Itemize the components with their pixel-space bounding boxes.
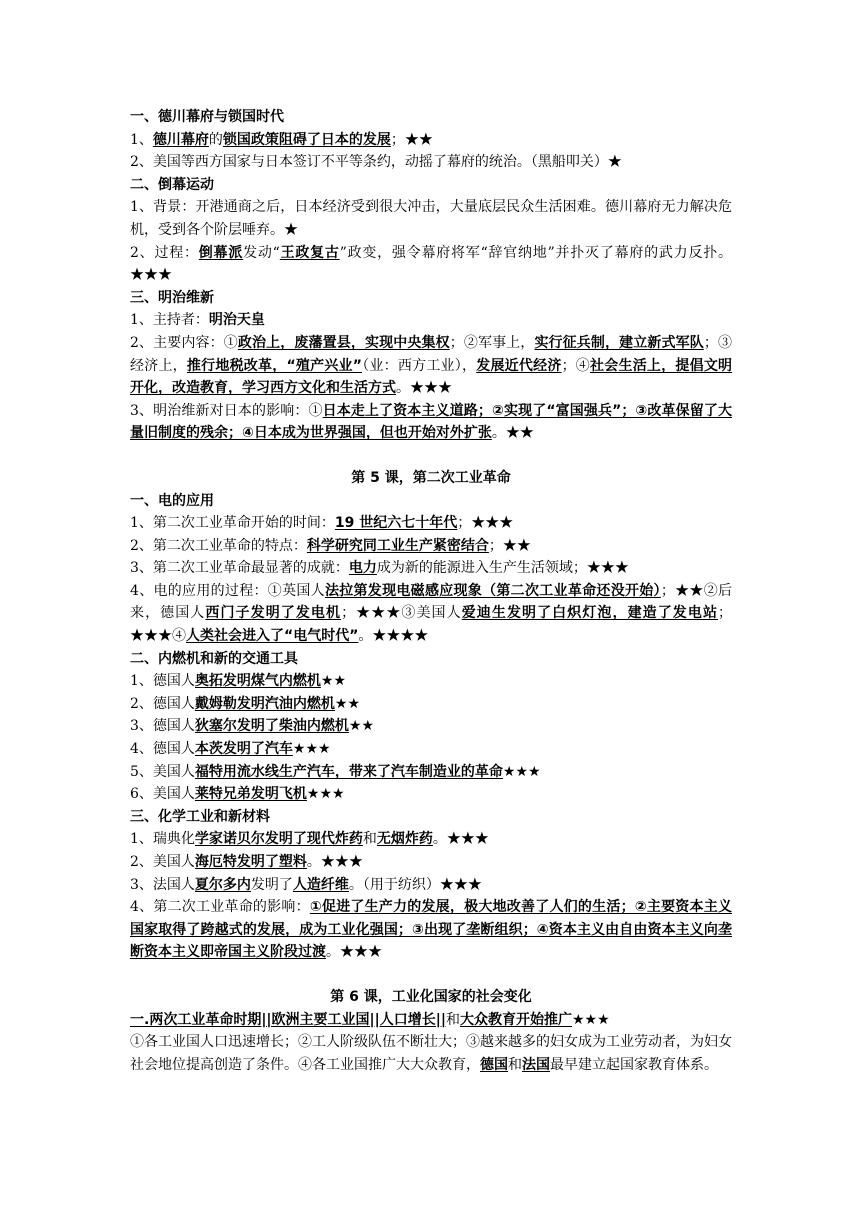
list-item [130, 828, 732, 851]
list-item [130, 309, 732, 332]
text-run: 。★★★★ [358, 628, 429, 645]
key-term: 王政复古 [279, 244, 340, 261]
section-heading: 三、化学工业和新材料 [130, 808, 270, 825]
key-term: 本茨发明了汽车 [194, 741, 293, 758]
key-term: 社会生活上，提倡文明开化，改造教育，学习西方文化和生活方式 [130, 357, 733, 397]
key-term: 人造纤维 [292, 876, 349, 893]
text-run: 4、第二次工业革命的影响： [130, 899, 310, 916]
text-run: ；②军事上， [449, 334, 535, 351]
key-term: 戴姆勒发明汽油内燃机 [194, 695, 335, 712]
list-item [130, 535, 732, 558]
key-term: 法拉第发现电磁感应现象（第二次工业革命还没开始） [324, 582, 661, 599]
text-run: 1、第二次工业革命开始的时间： [130, 515, 335, 532]
text-run: 4、电的应用的过程：①英国人 [130, 582, 325, 599]
text-run: ①各工业国人口迅速增长；②工人阶级队伍不断壮大；③越来越多的妇女成为工业劳动者，为妇女社会地位提高创造了条件。④各工业国推广大大众教育， [130, 1034, 732, 1073]
text-run: 和 [362, 831, 377, 848]
text-run: ★★★ [572, 1011, 610, 1028]
text-run: ★★ [334, 695, 361, 712]
key-term: 推行地税改革，“殖产兴业” [186, 357, 362, 374]
text-run: 。★★★ [432, 831, 489, 848]
text-run: ★★★ [292, 741, 331, 758]
text-run: 3、明治维新对日本的影响：① [130, 402, 323, 419]
text-run: 。★★ [491, 425, 534, 442]
text-run: 2、美国人 [130, 854, 195, 870]
key-term: 科学研究同工业生产紧密结合 [306, 537, 489, 554]
list-item: 2、美国等西方国家与日本签订不平等条约，动摇了幕府的统治。（黑船叩关）★ [130, 154, 622, 171]
key-term: 大众教育开始推广 [460, 1011, 572, 1028]
list-item: 1、背景：开港通商之后，日本经济受到很大冲击，大量底层民众生活困难。德川幕府无力解决危机，受到各个阶层唾弃。★ [130, 199, 732, 238]
list-item [130, 693, 732, 716]
lesson-title: 第 5 课，第二次工业革命 [351, 469, 511, 486]
key-term: 锁国政策阻碍了日本的发展 [222, 131, 391, 148]
key-term: ①促进了生产力的发展，极大地改善了人们的生活；②主要资本主义国家取得了跨越式的发展，成为工业化强国；③出现了垄断组织；④资本主义由自由资本主义向垄断资本主义即帝国主义阶段过渡 [130, 899, 732, 961]
section-heading: 一、德川幕府与锁国时代 [130, 109, 284, 125]
key-term: 无烟炸药 [376, 831, 433, 848]
list-item [130, 761, 732, 784]
text-run: 1、 [130, 131, 153, 148]
key-term: 福特用流水线生产汽车，带来了汽车制造业的革命 [194, 763, 503, 780]
key-term: 夏尔多内 [194, 876, 251, 893]
text-run: ；★★②后来，德国人 [130, 582, 732, 622]
list-item [130, 715, 732, 738]
section-heading: 二、倒幕运动 [130, 176, 214, 193]
text-run: 。★★★ [396, 380, 452, 397]
text-run: ★★ [320, 673, 347, 690]
key-term: 爱迪生发明了白炽灯泡，建造了发电站 [461, 605, 719, 622]
text-run: 3、第二次工业革命最显著的成就： [130, 560, 349, 577]
text-run: 5、美国人 [130, 763, 195, 780]
lesson-title: 第 6 课，工业化国家的社会变化 [330, 988, 532, 1005]
text-run: ；★★★ [457, 515, 514, 532]
text-run: 2、第二次工业革命的特点： [130, 537, 307, 554]
key-term: 狄塞尔发明了柴油内燃机 [194, 718, 349, 735]
key-term: 学家诺贝尔发明了现代炸药 [194, 831, 363, 848]
key-term: 电力 [348, 560, 377, 577]
text-run: 和 [508, 1056, 522, 1073]
key-term: 日本走上了资本主义道路；②实现了“富国强兵”；③改革保留了大量旧制度的残余；④日本成为世界强国，但也开始对外扩张 [130, 402, 732, 442]
text-run: 成为新的能源进入生产生活领域；★★★ [376, 560, 629, 577]
text-run: 3、德国人 [130, 718, 195, 735]
spacer [130, 964, 732, 986]
list-item [130, 738, 732, 761]
key-term: 德川幕府 [152, 131, 209, 148]
text-run: ；★★★③美国人 [341, 605, 462, 622]
key-term: 19 世纪六七十年代 [334, 515, 458, 532]
text-run: ；④ [561, 357, 591, 374]
document-body [130, 106, 732, 1076]
text-run: 1、德国人 [130, 673, 195, 690]
section-heading: 一、电的应用 [130, 492, 214, 509]
text-run: 4、德国人 [130, 741, 195, 758]
text-run: ；③经济上， [130, 334, 733, 374]
text-run: 6、美国人 [130, 786, 195, 803]
key-term: 法国 [522, 1056, 550, 1073]
list-item [130, 129, 732, 152]
key-term: 奥拓发明煤气内燃机 [194, 673, 321, 690]
key-term: 发展近代经济 [476, 357, 562, 374]
text-run: （业：西方工业）， [362, 357, 477, 374]
text-run: 1、主持者： [130, 312, 209, 329]
list-item [130, 874, 732, 897]
text-run: ★★★ [306, 786, 345, 803]
text-run: 3、法国人 [130, 876, 195, 893]
key-term: 海厄特发明了塑料 [194, 854, 307, 870]
key-term: 德国 [480, 1056, 508, 1073]
key-term: 人类社会进入了“电气时代” [186, 628, 359, 645]
text-run: 1、瑞典化 [130, 831, 195, 848]
list-item [130, 783, 732, 806]
text-run: 。★★★ [326, 944, 382, 961]
key-term: 政治上，废藩置县，实现中央集权 [237, 334, 450, 351]
text-run: 2、主要内容：① [130, 334, 238, 351]
text-run: 和 [446, 1011, 460, 1028]
key-term: 西门子发明了发电机 [205, 605, 342, 622]
key-term: 倒幕派 [198, 244, 244, 261]
list-item [130, 400, 732, 445]
text-run: 2、德国人 [130, 695, 195, 712]
text-run: ★★ [348, 718, 375, 735]
key-term: 一.两次工业革命时期||欧洲主要工业国||人口增长|| [130, 1011, 446, 1028]
section-heading [130, 1009, 732, 1032]
list-item [130, 580, 732, 648]
text-run: 发动“ [243, 244, 280, 261]
text-run: ；★★★④ [130, 605, 733, 645]
list-item [130, 851, 732, 874]
text-run: ；★★ [488, 537, 531, 554]
list-item [130, 557, 732, 580]
list-item [130, 896, 732, 964]
key-term: 实行征兵制，建立新式军队 [534, 334, 704, 351]
list-item [130, 332, 732, 400]
text-run: ；★★ [390, 131, 433, 148]
text-run: 。★★★ [306, 854, 363, 870]
key-term: 明治天皇 [208, 312, 265, 329]
text-run: 。（用于纺织）★★★ [348, 876, 482, 893]
text-run: 的 [208, 131, 223, 148]
list-item [130, 242, 732, 287]
section-heading: 二、内燃机和新的交通工具 [130, 650, 298, 667]
text-run: 最早建立起国家教育体系。 [550, 1056, 718, 1073]
list-item [130, 670, 732, 693]
section-heading: 三、明治维新 [130, 289, 214, 306]
text-run: 发明了 [250, 876, 293, 893]
paragraph [130, 1031, 732, 1076]
spacer [130, 445, 732, 467]
text-run: ★★★ [502, 763, 541, 780]
text-run: 2、过程： [130, 244, 199, 261]
list-item [130, 512, 732, 535]
text-run: ”政变，强令幕府将军“辞官纳地”并扑灭了幕府的武力反扑。★★★ [130, 244, 733, 284]
key-term: 莱特兄弟发明飞机 [194, 786, 307, 803]
